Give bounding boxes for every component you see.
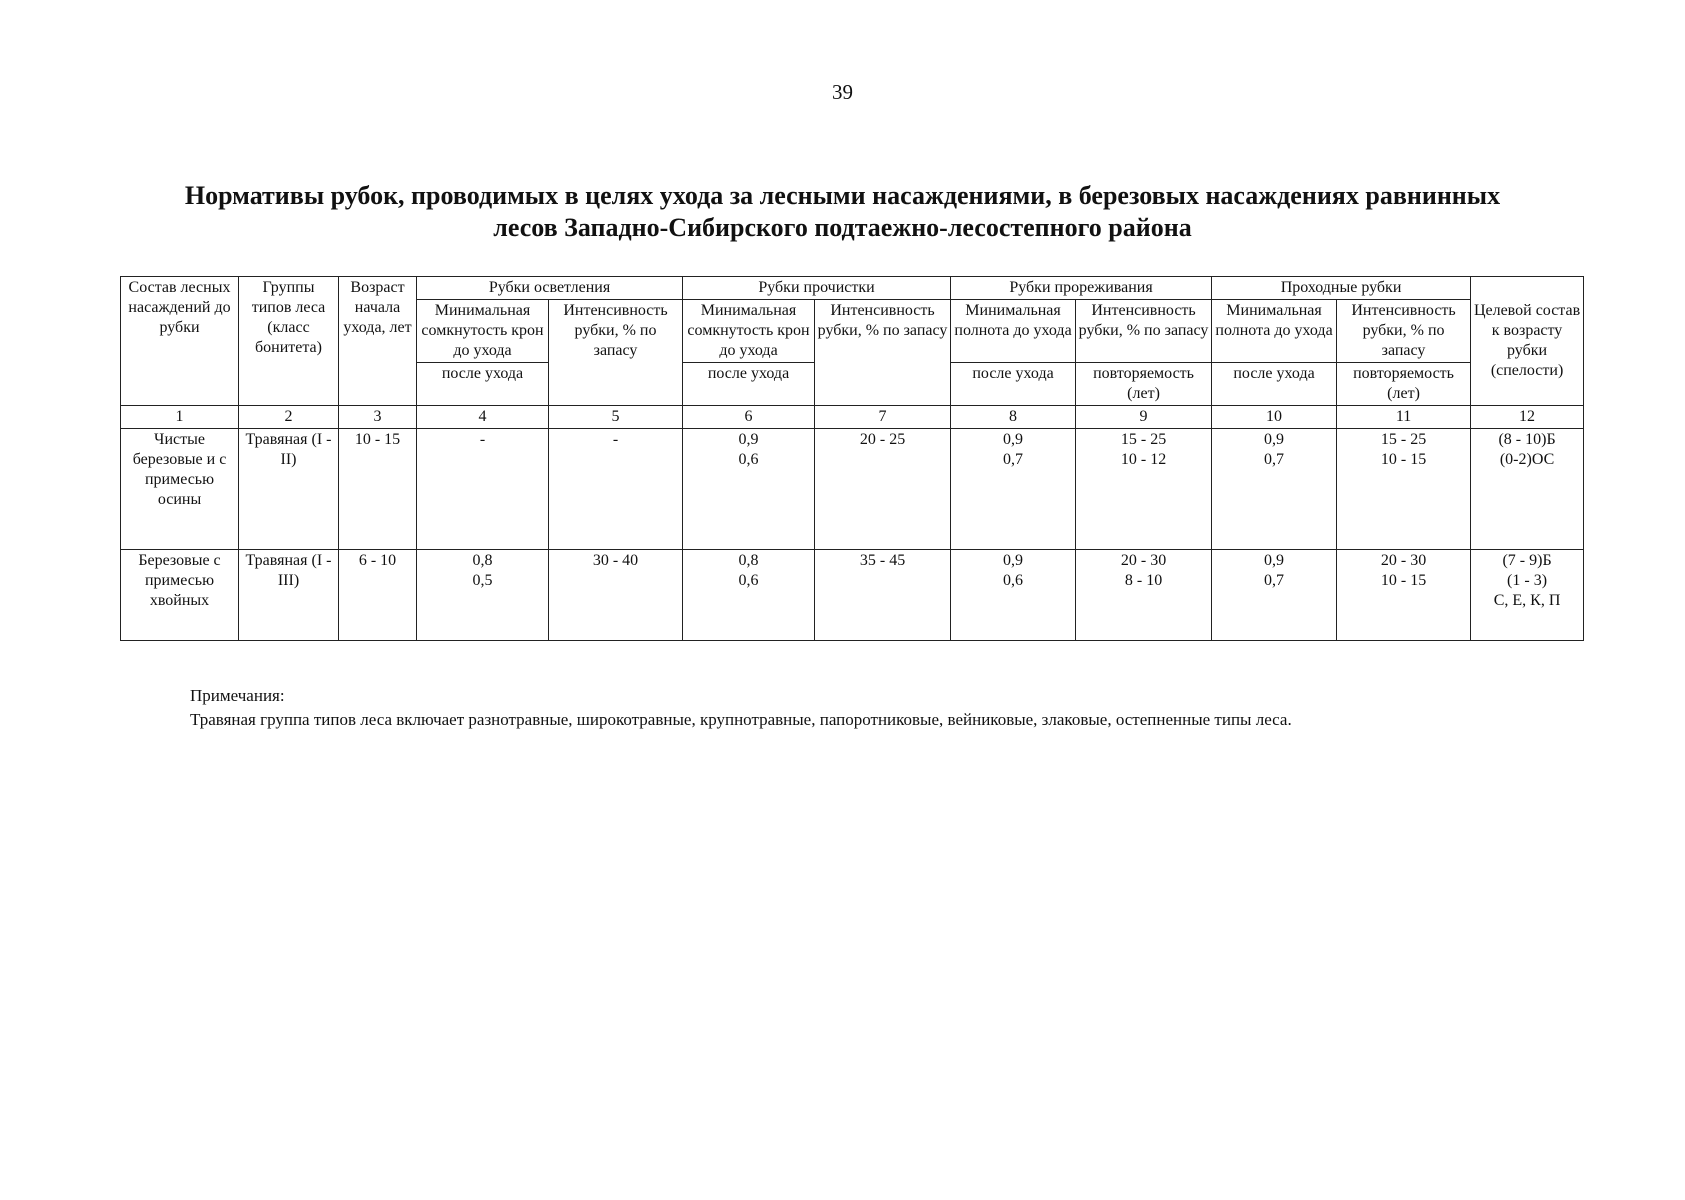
header-row-groups: [121, 277, 1584, 300]
cell-value: 0,7: [1003, 451, 1024, 468]
cell-c11: [1337, 550, 1471, 641]
header-c4: Минимальная сомкнутость крон до ухода: [417, 300, 549, 363]
cell-composition: Березовые с примесью хвойных: [121, 550, 239, 641]
header-c9-repeat: повторяемость (лет): [1076, 363, 1212, 406]
cell-c5: 30 - 40: [549, 550, 683, 641]
header-c6: Минимальная сомкнутость крон до ухода: [683, 300, 815, 363]
header-c11: Интенсивность рубки, % по запасу: [1337, 300, 1471, 363]
header-target-composition: Целевой состав к возрасту рубки (спелости): [1471, 277, 1584, 406]
cell-value: 0,9: [1003, 431, 1024, 448]
cell-value: 0,7: [1264, 451, 1285, 468]
cell-c12: [1471, 550, 1584, 641]
cell-c6: [683, 429, 815, 550]
cell-c5: -: [549, 429, 683, 550]
column-number: 5: [549, 406, 683, 429]
cell-c4: [417, 429, 549, 550]
cell-value: 20 - 30: [1380, 552, 1427, 569]
cell-value: (8 - 10)Б: [1498, 431, 1556, 448]
cell-value: 0,9: [738, 431, 759, 448]
cell-value: 0,9: [1264, 552, 1285, 569]
header-c6-after: после ухода: [683, 363, 815, 406]
header-passage-cuts: Проходные рубки: [1212, 277, 1471, 300]
title-line-2: лесов Западно-Сибирского подтаежно-лесостепного района: [493, 213, 1192, 242]
header-c10-after: после ухода: [1212, 363, 1337, 406]
header-cleaning-cuts: Рубки прочистки: [683, 277, 951, 300]
cell-c8: [951, 550, 1076, 641]
cell-value: -: [479, 431, 486, 448]
cell-c7: 35 - 45: [815, 550, 951, 641]
cell-value: 0,8: [472, 552, 493, 569]
cell-value: 10 - 12: [1120, 451, 1167, 468]
cell-c9: [1076, 429, 1212, 550]
cell-value: 15 - 25: [1380, 431, 1427, 448]
cell-value: 15 - 25: [1120, 431, 1167, 448]
table-row: [121, 429, 1584, 550]
cell-c8: [951, 429, 1076, 550]
cell-value: 0,6: [738, 572, 759, 589]
cell-value: (7 - 9)Б: [1502, 552, 1552, 569]
header-start-age: Возраст начала ухода, лет: [339, 277, 417, 406]
header-c4-after: после ухода: [417, 363, 549, 406]
header-c9: Интенсивность рубки, % по запасу: [1076, 300, 1212, 363]
cell-c11: [1337, 429, 1471, 550]
cell-value: 20 - 30: [1120, 552, 1167, 569]
cell-value: 0,7: [1264, 572, 1285, 589]
cell-c9: [1076, 550, 1212, 641]
column-numbers-row: [121, 406, 1584, 429]
cell-c10: [1212, 429, 1337, 550]
column-number: 1: [121, 406, 239, 429]
cell-value: (1 - 3): [1507, 572, 1548, 589]
column-number: 4: [417, 406, 549, 429]
notes-heading: Примечания:: [190, 686, 285, 705]
column-number: 3: [339, 406, 417, 429]
header-forest-group: Группы типов леса (класс бонитета): [239, 277, 339, 406]
header-c10: Минимальная полнота до ухода: [1212, 300, 1337, 363]
cell-value: 10 - 15: [1380, 572, 1427, 589]
column-number: 7: [815, 406, 951, 429]
cell-start-age: 6 - 10: [339, 550, 417, 641]
column-number: 8: [951, 406, 1076, 429]
header-c8: Минимальная полнота до ухода: [951, 300, 1076, 363]
cell-value: 0,8: [738, 552, 759, 569]
header-composition: Состав лесных насаждений до рубки: [121, 277, 239, 406]
cell-value: 0,6: [738, 451, 759, 468]
cell-forest-group: Травяная (I - III): [239, 550, 339, 641]
page-number: 39: [832, 80, 853, 104]
header-c11-repeat: повторяемость (лет): [1337, 363, 1471, 406]
column-number: 12: [1471, 406, 1584, 429]
header-c5: Интенсивность рубки, % по запасу: [549, 300, 683, 406]
cell-c10: [1212, 550, 1337, 641]
cell-c6: [683, 550, 815, 641]
column-number: 9: [1076, 406, 1212, 429]
header-c8-after: после ухода: [951, 363, 1076, 406]
column-number: 10: [1212, 406, 1337, 429]
notes-text: Травяная группа типов леса включает разнотравные, широкотравные, крупнотравные, папоротниковые, вейниковые, злаковые, остепненные типы леса.: [190, 710, 1292, 729]
cell-c7: 20 - 25: [815, 429, 951, 550]
cell-composition: Чистые березовые и с примесью осины: [121, 429, 239, 550]
cell-c12: [1471, 429, 1584, 550]
table-row: [121, 550, 1584, 641]
cell-value: 0,5: [472, 572, 493, 589]
cell-value: 10 - 15: [1380, 451, 1427, 468]
cell-value: 8 - 10: [1124, 572, 1163, 589]
title-line-1: Нормативы рубок, проводимых в целях ухода за лесными насаждениями, в березовых насаждениях равнинных: [184, 181, 1501, 210]
norms-table: [120, 276, 1584, 641]
column-number: 2: [239, 406, 339, 429]
cell-value: 0,9: [1264, 431, 1285, 448]
header-clearing-cuts: Рубки осветления: [417, 277, 683, 300]
column-number: 6: [683, 406, 815, 429]
document-title: [120, 180, 1565, 244]
header-thinning-cuts: Рубки прореживания: [951, 277, 1212, 300]
cell-start-age: 10 - 15: [339, 429, 417, 550]
cell-value: С, Е, К, П: [1493, 592, 1561, 609]
cell-c4: [417, 550, 549, 641]
cell-forest-group: Травяная (I - II): [239, 429, 339, 550]
column-number: 11: [1337, 406, 1471, 429]
cell-value: 0,6: [1003, 572, 1024, 589]
notes-section: [190, 684, 1590, 732]
cell-value: 0,9: [1003, 552, 1024, 569]
cell-value: (0-2)ОС: [1499, 451, 1555, 468]
header-c7: Интенсивность рубки, % по запасу: [815, 300, 951, 406]
